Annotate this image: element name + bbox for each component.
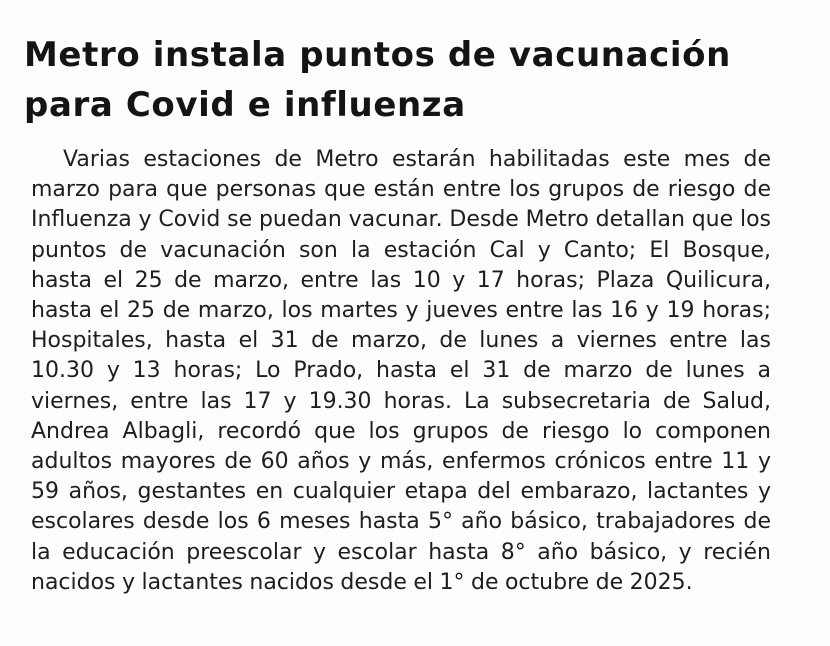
article-headline: Metro instala puntos de vacunación para Covid e influenza bbox=[24, 35, 731, 125]
article-body: Varias estaciones de Metro estarán habilitadas este mes de marzo para que personas que están entre los grupos de riesgo de Influenza y Covid se puedan vacunar. Desde Metro detallan que los puntos de vacunación son la estación Cal y Canto; El Bosque, hasta el 25 de marzo, entre las 10 y 17 horas; Plaza Quilicura, hasta el 25 de marzo, los martes y jueves entre las 16 y 19 horas; Hospitales, hasta el 31 de marzo, de lunes a viernes entre las 10.30 y 13 horas; Lo Prado, hasta el 31 de marzo de lunes a viernes, entre las 17 y 19.30 horas. La subsecretaria de Salud, Andrea Albagli, recordó que los grupos de riesgo lo componen adultos mayores de 60 años y más, enfermos crónicos entre 11 y 59 años, gestantes en cualquier etapa del embarazo, lactantes y escolares desde los 6 meses hasta 5° año básico, trabajadores de la educación preescolar y escolar hasta 8° año básico, y recién nacidos y lactantes nacidos desde el 1° de octubre de 2025. bbox=[31, 147, 771, 595]
